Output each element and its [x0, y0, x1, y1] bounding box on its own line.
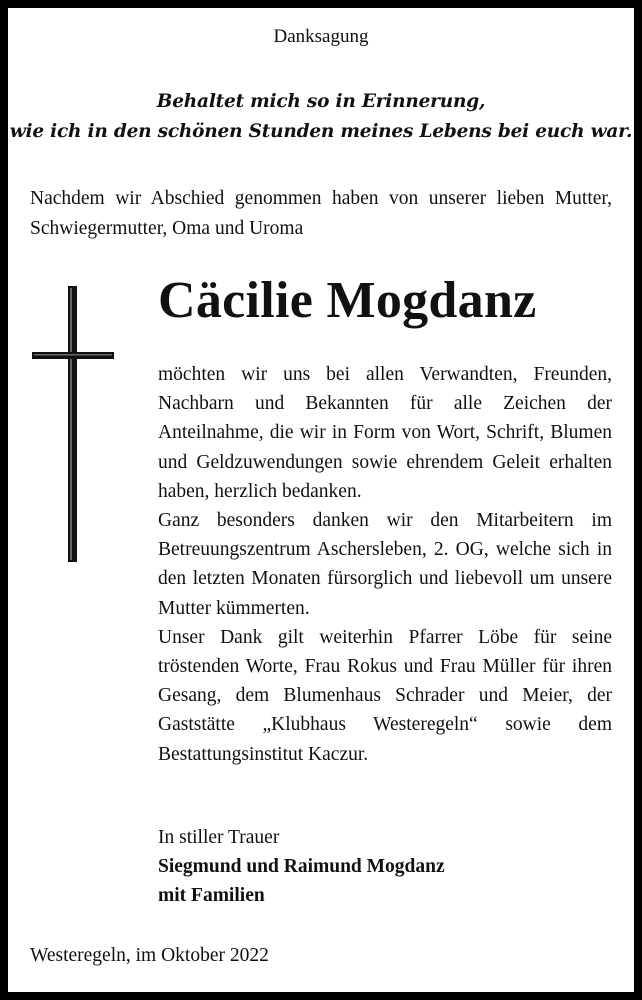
motto-line-1: Behaltet mich so in Erinnerung, [156, 91, 486, 112]
signatory-families: mit Familien [158, 885, 265, 906]
thanks-paragraph-1: möchten wir uns bei allen Verwandten, Freunden, Nachbarn und Bekannten für alle Zeichen der Anteilnahme, die wir in Form von Wort, Schrift, Blumen und Geldzuwendungen sowie ehrendem Geleit erhalten haben, herzlich bedanken. [158, 364, 612, 502]
notice-heading: Danksagung [273, 26, 369, 47]
signature-block [158, 823, 445, 910]
intro-text: Nachdem wir Abschied genommen haben von unserer lieben Mutter, Schwiegermutter, Oma und Uroma [30, 188, 612, 239]
motto-line-2: wie ich in den schönen Stunden meines Lebens bei euch war. [9, 121, 633, 142]
cross-icon [30, 284, 116, 564]
thanks-text [158, 360, 612, 769]
thanks-paragraph-2: Ganz besonders danken wir den Mitarbeitern im Betreuungszentrum Aschersleben, 2. OG, welche sich in den letzten Monaten fürsorglich und liebevoll um unsere Mutter kümmerten. [158, 510, 612, 619]
signatory-names: Siegmund und Raimund Mogdanz [158, 856, 445, 877]
mourning-line: In stiller Trauer [158, 827, 280, 848]
deceased-name: Cäcilie Mogdanz [158, 272, 537, 329]
place-date: Westeregeln, im Oktober 2022 [30, 945, 269, 966]
thanks-paragraph-3: Unser Dank gilt weiterhin Pfarrer Löbe für seine tröstenden Worte, Frau Rokus und Frau Müller für ihren Gesang, dem Blumenhaus Schrader und Meier, der Gaststätte „Klubhaus Westeregeln“ sowie dem Bestattungsinstitut Kaczur. [158, 626, 612, 765]
